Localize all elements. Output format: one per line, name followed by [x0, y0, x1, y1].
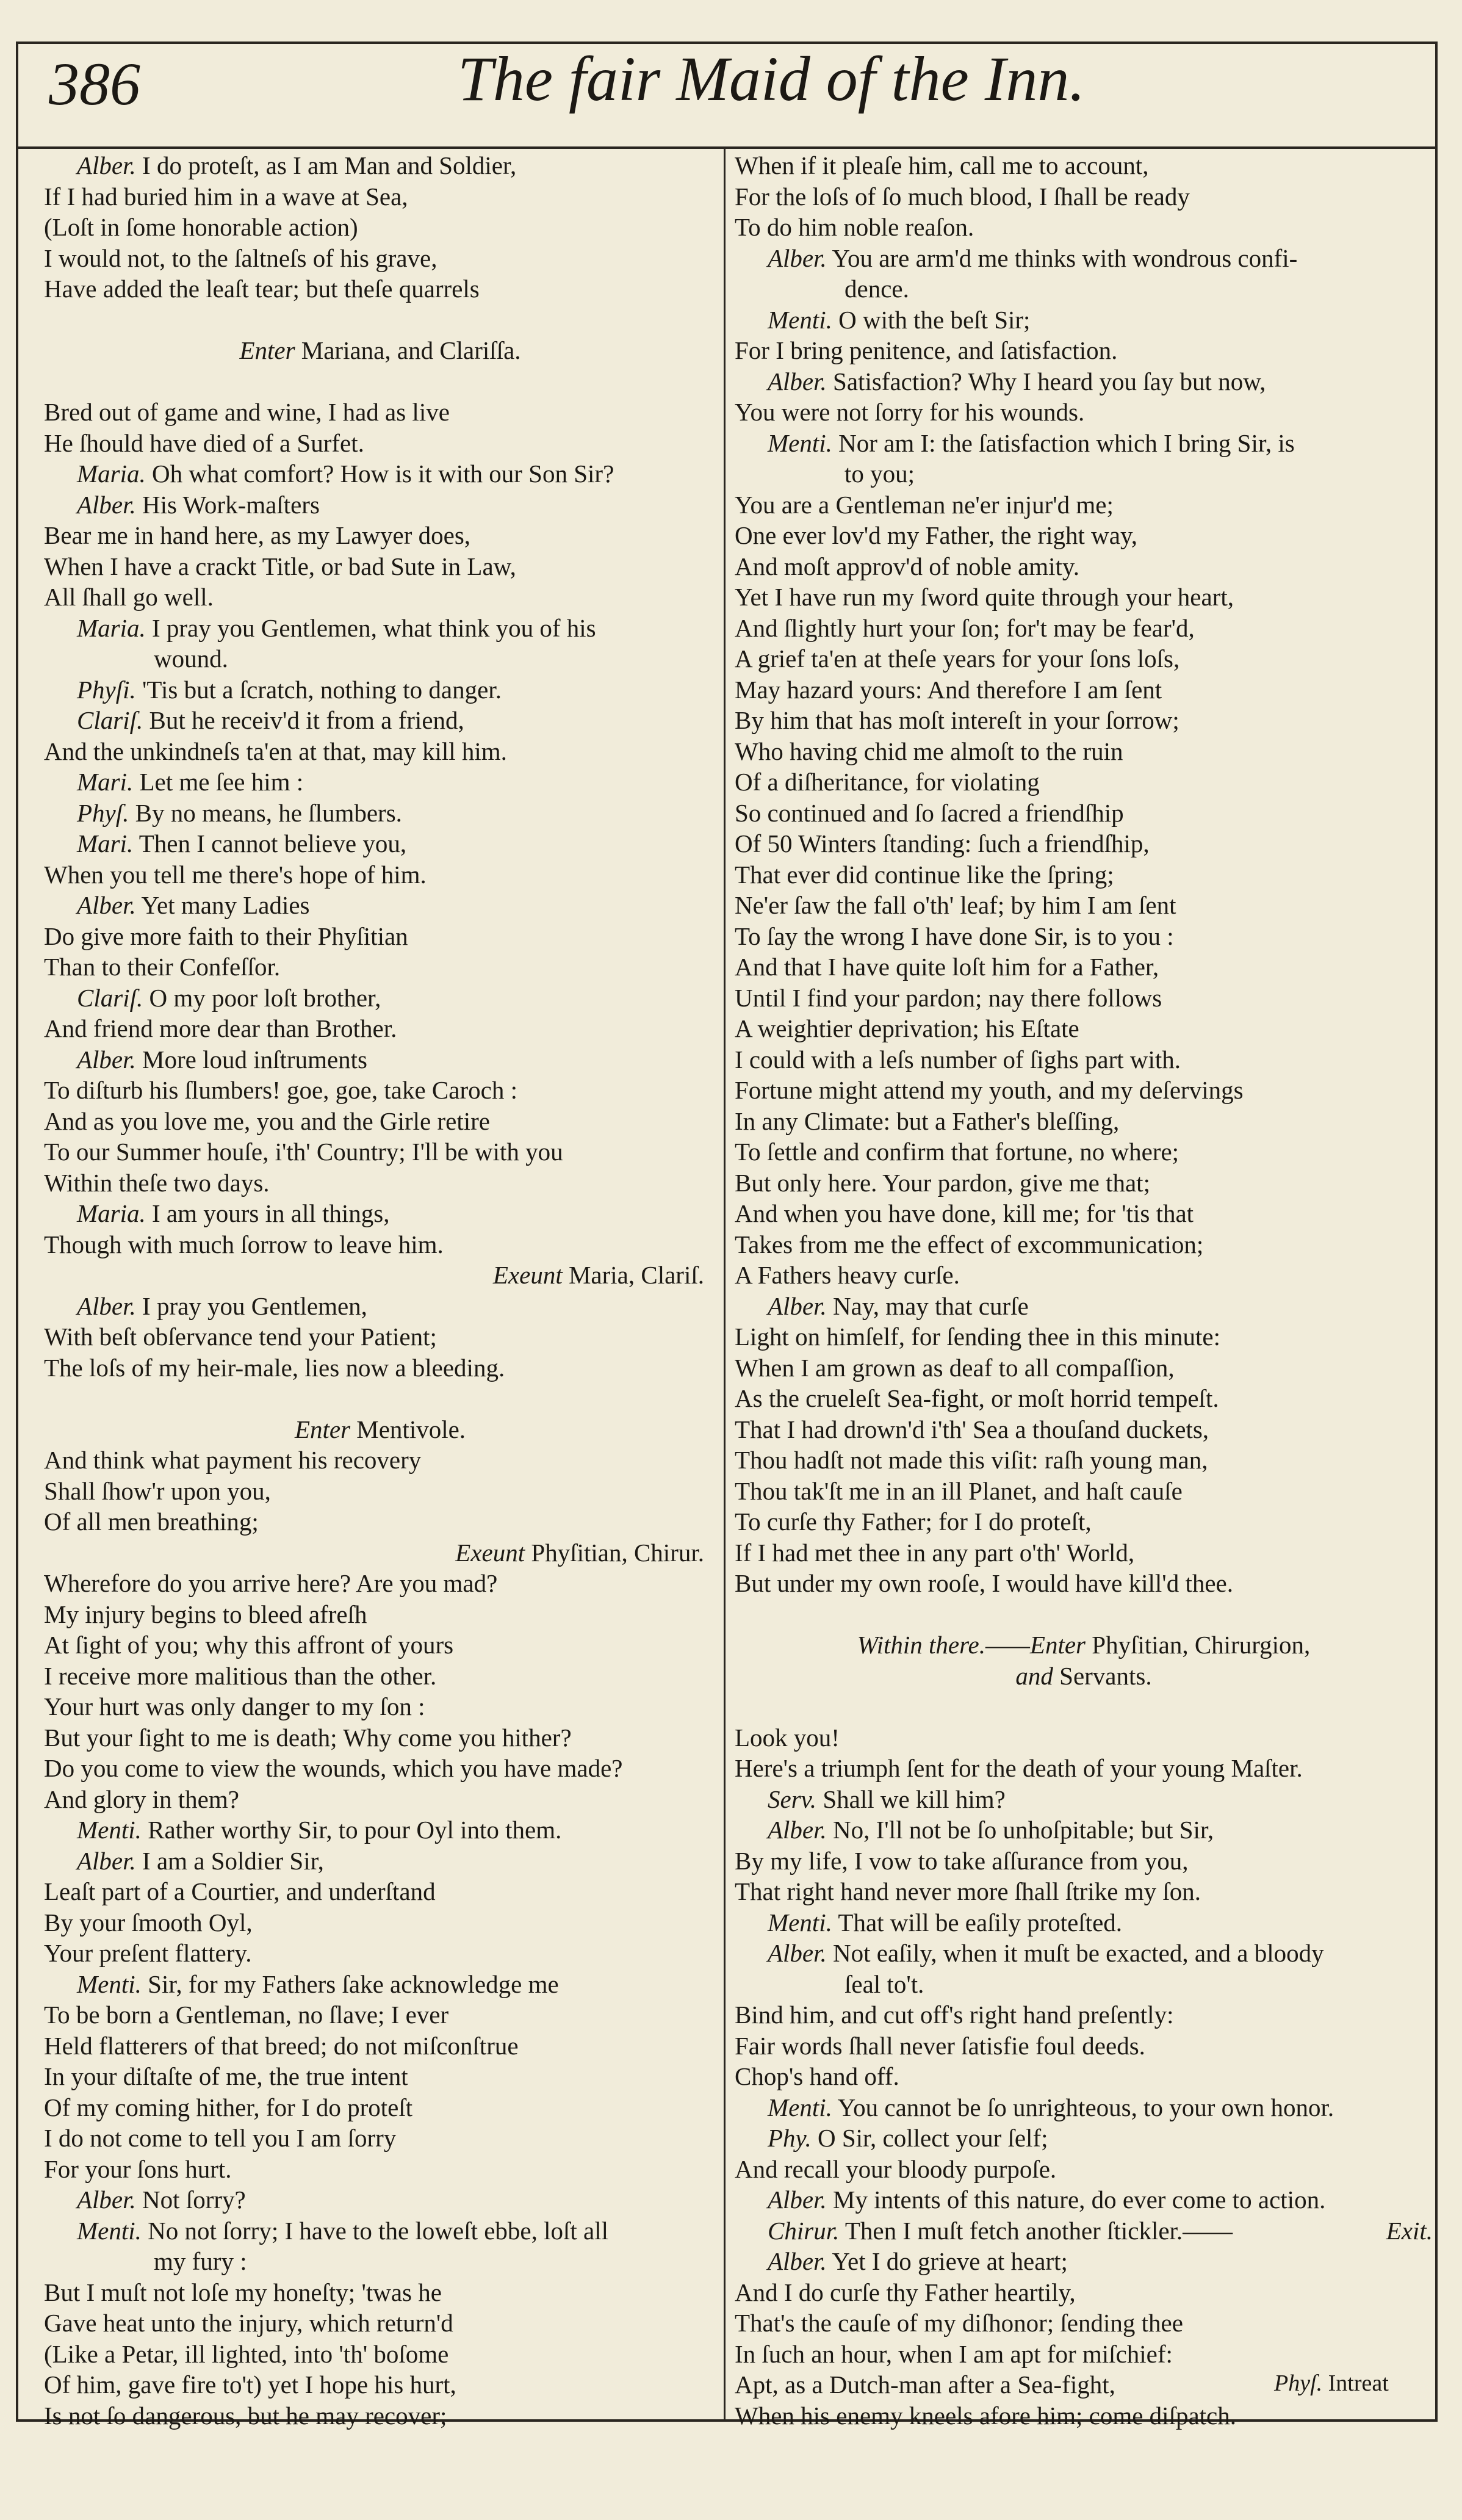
verse-line: I could with a leſs number of ſighs part with. — [735, 1045, 1181, 1074]
verse-line: The loſs of my heir-male, lies now a bleeding. — [44, 1353, 505, 1382]
speech-line — [735, 305, 1433, 336]
column-divider — [724, 146, 726, 2422]
verse-line: Your preſent flattery. — [44, 1939, 252, 1967]
speaker-name: Menti. — [768, 428, 832, 457]
verse-line: Within theſe two days. — [44, 1168, 270, 1197]
verse-line: I would not, to the ſaltneſs of his grave, — [44, 244, 438, 272]
verse-line: And the unkindneſs ta'en at that, may kill him. — [44, 737, 507, 765]
verse-line: To do him noble reaſon. — [735, 213, 974, 241]
verse-line: Ne'er ſaw the fall o'th' leaf; by him I am ſent — [735, 891, 1176, 919]
stage-direction-names: Mariana, and Clariſſa. — [301, 336, 521, 364]
speech-line — [44, 613, 716, 644]
speech-line — [44, 767, 716, 798]
speech-text: Then I muſt fetch another ſtickler.—— — [844, 2216, 1233, 2245]
verse-line: Thou hadſt not made this viſit: raſh young man, — [735, 1446, 1208, 1474]
speech-line — [44, 983, 716, 1014]
speech-text: O with the beſt Sir; — [838, 305, 1031, 334]
speech-line — [44, 798, 716, 829]
speaker-name: Alber. — [768, 2247, 827, 2275]
verse-line: That I had drown'd i'th' Sea a thouſand duckets, — [735, 1415, 1209, 1443]
stage-direction-names: Servants. — [1059, 1661, 1152, 1690]
stage-direction — [44, 1537, 716, 1569]
speech-text: You cannot be ſo unrighteous, to your own honor. — [837, 2093, 1334, 2121]
verse-line: Who having chid me almoſt to the ruin — [735, 737, 1123, 765]
verse-line: Takes from me the effect of excommunication; — [735, 1230, 1204, 1258]
blank-line — [735, 1599, 1433, 1630]
verse-line: That's the cauſe of my diſhonor; ſending thee — [735, 2309, 1183, 2337]
speech-line — [44, 828, 716, 859]
verse-continuation: ſeal to't. — [844, 1969, 924, 1998]
left-column — [44, 150, 716, 2431]
verse-line: Yet I have run my ſword quite through your heart, — [735, 583, 1234, 611]
verse-line: To diſturb his ſlumbers! goe, goe, take Caroch : — [44, 1076, 517, 1104]
speech-text: My intents of this nature, do ever come to action. — [833, 2186, 1326, 2214]
stage-direction-keyword: and — [1015, 1661, 1053, 1690]
verse-line: Shall ſhow'r upon you, — [44, 1476, 271, 1505]
blank-line — [44, 305, 716, 336]
speaker-name: Clariſ. — [77, 706, 143, 734]
speaker-name: Menti. — [768, 2093, 832, 2121]
verse-line: To ſay the wrong I have done Sir, is to you : — [735, 922, 1174, 950]
verse-line: Here's a triumph ſent for the death of your young Maſter. — [735, 1754, 1303, 1782]
speaker-name: Mari. — [77, 829, 134, 857]
stage-direction-keyword: Enter — [294, 1415, 351, 1443]
verse-line: I do not come to tell you I am ſorry — [44, 2124, 397, 2152]
verse-line: And as you love me, you and the Girle retire — [44, 1107, 490, 1135]
speech-text: O my poor loſt brother, — [149, 983, 381, 1012]
speaker-name: Menti. — [768, 305, 832, 334]
speech-text: Satisfaction? Why I heard you ſay but now, — [833, 367, 1266, 395]
speech-text: No, I'll not be ſo unhoſpitable; but Sir, — [833, 1816, 1214, 1844]
verse-line: But only here. Your pardon, give me that; — [735, 1168, 1150, 1197]
speech-text: I am yours in all things, — [152, 1199, 390, 1227]
verse-line: If I had buried him in a wave at Sea, — [44, 182, 408, 211]
verse-line: And when you have done, kill me; for 'tis that — [735, 1199, 1194, 1227]
verse-line: To our Summer houſe, i'th' Country; I'll be with you — [44, 1138, 563, 1166]
stage-direction-names: Phyſitian, Chirur. — [531, 1538, 704, 1567]
speaker-name: Maria. — [77, 613, 146, 642]
speech-text: Yet I do grieve at heart; — [832, 2247, 1068, 2275]
blank-line — [44, 366, 716, 397]
speech-line — [735, 2215, 1433, 2247]
speaker-name: Alber. — [77, 1291, 136, 1320]
speaker-name: Alber. — [77, 490, 136, 519]
verse-line: He ſhould have died of a Surfet. — [44, 428, 364, 457]
verse-line: You are a Gentleman ne'er injur'd me; — [735, 490, 1114, 519]
verse-line: And I do curſe thy Father heartily, — [735, 2278, 1076, 2306]
speech-line — [735, 2123, 1433, 2154]
verse-line: Leaſt part of a Courtier, and underſtand — [44, 1877, 436, 1905]
verse-line: Apt, as a Dutch-man after a Sea-fight, — [735, 2370, 1115, 2399]
page-number: 386 — [49, 50, 140, 118]
verse-line: And friend more dear than Brother. — [44, 1014, 397, 1042]
speech-line — [44, 1846, 716, 1877]
verse-line: Than to their Confeſſor. — [44, 953, 281, 981]
verse-line: I receive more malitious than the other. — [44, 1661, 437, 1690]
stage-direction — [735, 1630, 1433, 1661]
speech-text: Sir, for my Fathers ſake acknowledge me — [148, 1969, 559, 1998]
stage-direction-names: Mentivole. — [356, 1415, 466, 1443]
speech-line — [44, 1291, 716, 1322]
verse-line: Chop's hand off. — [735, 2062, 899, 2090]
verse-line: Wherefore do you arrive here? Are you mad? — [44, 1569, 498, 1597]
speech-text: Yet many Ladies — [141, 891, 310, 919]
verse-line: For your ſons hurt. — [44, 2154, 232, 2183]
running-title: The fair Maid of the Inn. — [458, 44, 1086, 114]
verse-line: Thou tak'ſt me in an ill Planet, and haſt cauſe — [735, 1476, 1183, 1505]
speech-line — [44, 705, 716, 736]
verse-line: When you tell me there's hope of him. — [44, 860, 427, 889]
verse-line: May hazard yours: And therefore I am ſent — [735, 675, 1162, 704]
catchword-speaker: Phyſ. — [1274, 2370, 1323, 2396]
right-column — [735, 150, 1433, 2431]
verse-line: Bear me in hand here, as my Lawyer does, — [44, 521, 471, 549]
speech-line — [44, 1969, 716, 2000]
speech-text: But he receiv'd it from a friend, — [149, 706, 464, 734]
verse-line: That right hand never more ſhall ſtrike my ſon. — [735, 1877, 1201, 1905]
speech-text: O Sir, collect your ſelf; — [817, 2124, 1048, 2152]
speech-line — [735, 1938, 1433, 1969]
verse-line: When I am grown as deaf to all compaſſion, — [735, 1353, 1175, 1382]
speech-text: Rather worthy Sir, to pour Oyl into them. — [148, 1816, 562, 1844]
speech-text: I do proteſt, as I am Man and Soldier, — [142, 151, 517, 179]
speech-line — [735, 428, 1433, 459]
verse-line: And ſlightly hurt your ſon; for't may be fear'd, — [735, 613, 1195, 642]
speech-line — [44, 1198, 716, 1229]
speech-line — [44, 2215, 716, 2247]
verse-line: A grief ta'en at theſe years for your ſons loſs, — [735, 644, 1180, 673]
speaker-name: Alber. — [768, 244, 827, 272]
speaker-name: Alber. — [77, 1846, 136, 1875]
verse-line: By your ſmooth Oyl, — [44, 1908, 253, 1937]
speech-line — [735, 1784, 1433, 1815]
stage-direction-keyword: Within there.——Enter — [857, 1631, 1086, 1659]
speaker-name: Alber. — [77, 891, 136, 919]
speech-line — [44, 150, 716, 181]
verse-line: In ſuch an hour, when I am apt for miſchief: — [735, 2339, 1173, 2368]
speaker-name: Alber. — [768, 367, 827, 395]
verse-line: In any Climate: but a Father's bleſſing, — [735, 1107, 1120, 1135]
verse-line: And that I have quite loſt him for a Father, — [735, 953, 1159, 981]
verse-line: Until I find your pardon; nay there follows — [735, 983, 1162, 1012]
stage-direction-names: Maria, Clariſ. — [568, 1261, 704, 1289]
speech-text: By no means, he ſlumbers. — [135, 798, 402, 827]
verse-line: To ſettle and confirm that fortune, no where; — [735, 1138, 1179, 1166]
verse-line: That ever did continue like the ſpring; — [735, 860, 1114, 889]
verse-line: Bind him, and cut off's right hand preſently: — [735, 2001, 1174, 2029]
speech-text: Not eaſily, when it muſt be exacted, and a bloody — [833, 1939, 1324, 1967]
verse-line: With beſt obſervance tend your Patient; — [44, 1323, 437, 1351]
verse-line: Of 50 Winters ſtanding: ſuch a friendſhip, — [735, 829, 1150, 857]
speech-text: Then I cannot believe you, — [139, 829, 407, 857]
speech-text: I pray you Gentlemen, — [142, 1291, 367, 1320]
verse-line: For I bring penitence, and ſatisfaction. — [735, 336, 1118, 364]
speaker-name: Phyſ. — [77, 798, 129, 827]
verse-line: Of all men breathing; — [44, 1507, 259, 1536]
speaker-name: Clariſ. — [77, 983, 143, 1012]
speech-line — [735, 2092, 1433, 2123]
catchword — [1274, 2372, 1389, 2395]
verse-line: Gave heat unto the injury, which return'd — [44, 2309, 453, 2337]
blank-line — [44, 1383, 716, 1414]
speech-text: Nay, may that curſe — [833, 1291, 1029, 1320]
speaker-name: Mari. — [77, 768, 134, 796]
verse-line: When his enemy kneels afore him; come diſpatch. — [735, 2401, 1237, 2430]
stage-direction — [735, 1661, 1433, 1692]
speech-line — [44, 458, 716, 489]
verse-line: In your diſtaſte of me, the true intent — [44, 2062, 408, 2090]
speaker-name: Menti. — [77, 2216, 142, 2245]
speech-text: 'Tis but a ſcratch, nothing to danger. — [142, 675, 502, 704]
verse-line: But your ſight to me is death; Why come you hither? — [44, 1723, 572, 1752]
verse-line: But under my own rooſe, I would have kill'd thee. — [735, 1569, 1233, 1597]
speech-line — [44, 1814, 716, 1846]
verse-line: And glory in them? — [44, 1785, 239, 1813]
verse-continuation: to you; — [844, 460, 915, 488]
verse-line: Do you come to view the wounds, which you have made? — [44, 1754, 623, 1782]
speaker-name: Phyſi. — [77, 675, 136, 704]
verse-line: And think what payment his recovery — [44, 1446, 422, 1474]
speech-text: That will be eaſily proteſted. — [838, 1908, 1123, 1937]
speech-text: Nor am I: the ſatisfaction which I bring Sir, is — [838, 428, 1295, 457]
verse-line: Held flatterers of that breed; do not miſconſtrue — [44, 2031, 519, 2060]
verse-line: Of him, gave fire to't) yet I hope his hurt, — [44, 2370, 456, 2399]
verse-line: As the crueleſt Sea-fight, or moſt horrid tempeſt. — [735, 1384, 1219, 1412]
speech-text: You are arm'd me thinks with wondrous confi- — [832, 244, 1298, 272]
verse-line: And recall your bloody purpoſe. — [735, 2154, 1057, 2183]
blank-line — [735, 1691, 1433, 1722]
speech-line — [735, 243, 1433, 274]
speaker-name: Alber. — [768, 2186, 827, 2214]
speaker-name: Alber. — [768, 1291, 827, 1320]
verse-line: You were not ſorry for his wounds. — [735, 398, 1085, 426]
catchword-word: Intreat — [1328, 2370, 1389, 2396]
verse-line: Light on himſelf, for ſending thee in this minute: — [735, 1323, 1220, 1351]
verse-line: All ſhall go well. — [44, 583, 214, 611]
speech-line — [44, 674, 716, 706]
verse-line: Look you! — [735, 1723, 840, 1752]
stage-direction-keyword: Exeunt — [455, 1538, 525, 1567]
header-rule — [16, 146, 1438, 149]
verse-line: Is not ſo dangerous, but he may recover; — [44, 2401, 447, 2430]
stage-direction — [44, 335, 716, 366]
verse-line: By my life, I vow to take aſſurance from you, — [735, 1846, 1189, 1875]
speaker-name: Menti. — [77, 1969, 142, 1998]
verse-line: So continued and ſo ſacred a friendſhip — [735, 798, 1124, 827]
exit-direction: Exit. — [1386, 2216, 1433, 2245]
verse-line: When if it pleaſe him, call me to account, — [735, 151, 1149, 179]
verse-line: (Like a Petar, ill lighted, into 'th' boſome — [44, 2339, 449, 2368]
speech-line — [735, 1814, 1433, 1846]
verse-line: Of my coming hither, for I do proteſt — [44, 2093, 413, 2121]
speech-line — [735, 2246, 1433, 2277]
verse-continuation: dence. — [844, 275, 909, 303]
speaker-name: Serv. — [768, 1785, 817, 1813]
speaker-name: Phy. — [768, 2124, 812, 2152]
verse-line: For the loſs of ſo much blood, I ſhall be ready — [735, 182, 1190, 211]
verse-line: But I muſt not loſe my honeſty; 'twas he — [44, 2278, 442, 2306]
verse-continuation: my fury : — [154, 2247, 247, 2275]
stage-direction — [44, 1260, 716, 1291]
speech-text: I am a Soldier Sir, — [142, 1846, 324, 1875]
verse-line: To curſe thy Father; for I do proteſt, — [735, 1507, 1092, 1536]
speech-line — [735, 366, 1433, 397]
stage-direction-keyword: Exeunt — [492, 1261, 563, 1289]
verse-line: Do give more faith to their Phyſitian — [44, 922, 408, 950]
verse-line: And moſt approv'd of noble amity. — [735, 552, 1079, 580]
speaker-name: Alber. — [768, 1939, 827, 1967]
speaker-name: Alber. — [77, 2186, 136, 2214]
speech-text: Let me ſee him : — [139, 768, 304, 796]
verse-line: By him that has moſt intereſt in your ſorrow; — [735, 706, 1179, 734]
verse-line: Your hurt was only danger to my ſon : — [44, 1692, 425, 1720]
speech-text: Not ſorry? — [142, 2186, 246, 2214]
verse-line: My injury begins to bleed afreſh — [44, 1600, 367, 1628]
speaker-name: Maria. — [77, 460, 146, 488]
speaker-name: Alber. — [77, 151, 136, 179]
speech-text: More loud inſtruments — [142, 1045, 368, 1074]
speech-line — [44, 890, 716, 921]
verse-continuation: wound. — [154, 644, 228, 673]
speech-line — [735, 1907, 1433, 1938]
speech-text: Shall we kill him? — [823, 1785, 1006, 1813]
speaker-name: Menti. — [77, 1816, 142, 1844]
verse-line: To be born a Gentleman, no ſlave; I ever — [44, 2001, 449, 2029]
speaker-name: Alber. — [77, 1045, 136, 1074]
speech-text: Oh what comfort? How is it with our Son Sir? — [152, 460, 614, 488]
verse-line: When I have a crackt Title, or bad Sute in Law, — [44, 552, 516, 580]
speaker-name: Menti. — [768, 1908, 832, 1937]
verse-line: Of a diſheritance, for violating — [735, 768, 1040, 796]
speaker-name: Alber. — [768, 1816, 827, 1844]
speech-line — [735, 2184, 1433, 2215]
speaker-name: Chirur. — [768, 2216, 840, 2245]
stage-direction-names: Phyſitian, Chirurgion, — [1092, 1631, 1311, 1659]
speech-line — [735, 1291, 1433, 1322]
speech-text: I pray you Gentlemen, what think you of his — [152, 613, 596, 642]
stage-direction — [44, 1414, 716, 1445]
verse-line: A weightier deprivation; his Eſtate — [735, 1014, 1079, 1042]
speech-text: No not ſorry; I have to the loweſt ebbe, loſt all — [148, 2216, 609, 2245]
verse-line: At ſight of you; why this affront of yours — [44, 1631, 454, 1659]
verse-line: Have added the leaſt tear; but theſe quarrels — [44, 275, 480, 303]
verse-line: One ever lov'd my Father, the right way, — [735, 521, 1138, 549]
speech-line — [44, 489, 716, 521]
verse-line: A Fathers heavy curſe. — [735, 1261, 960, 1289]
verse-line: (Loſt in ſome honorable action) — [44, 213, 358, 241]
speaker-name: Maria. — [77, 1199, 146, 1227]
verse-line: Fortune might attend my youth, and my deſervings — [735, 1076, 1244, 1104]
verse-line: Fair words ſhall never ſatisfie foul deeds. — [735, 2031, 1145, 2060]
verse-line: If I had met thee in any part o'th' World, — [735, 1538, 1135, 1567]
verse-line: Bred out of game and wine, I had as live — [44, 398, 450, 426]
speech-line — [44, 2184, 716, 2215]
verse-line: Though with much ſorrow to leave him. — [44, 1230, 444, 1258]
speech-text: His Work-maſters — [142, 490, 320, 519]
stage-direction-keyword: Enter — [239, 336, 295, 364]
speech-line — [44, 1044, 716, 1075]
